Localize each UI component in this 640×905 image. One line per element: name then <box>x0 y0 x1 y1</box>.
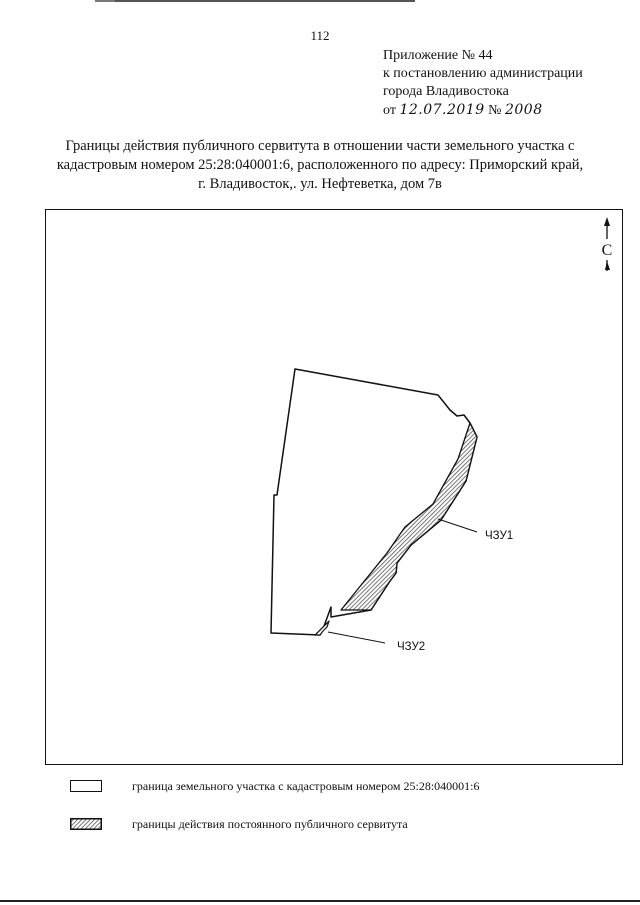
legend-item-parcel <box>70 780 590 800</box>
north-label: С <box>601 242 613 259</box>
legend-item-easement <box>70 818 590 838</box>
map-canvas <box>45 209 623 765</box>
scan-artifact-top <box>115 0 415 2</box>
date-handwritten: 12.07.2019 <box>399 102 485 118</box>
number-handwritten: 2008 <box>504 102 543 118</box>
easement-area-chzu2 <box>315 621 329 635</box>
appendix-city: города Владивостока <box>383 84 509 99</box>
leader-line-chzu2 <box>328 632 385 643</box>
appendix-date-line <box>383 101 623 120</box>
legend-swatch-outline <box>70 780 102 792</box>
document-title <box>40 137 600 194</box>
legend-text-easement: границы действия постоянного публичного сервитута <box>132 817 408 831</box>
scan-artifact-bottom <box>0 900 640 902</box>
appendix-title: Приложение № 44 <box>383 48 493 63</box>
label-chzu2: ЧЗУ2 <box>397 641 426 653</box>
page-number: 112 <box>310 28 330 43</box>
label-chzu1: ЧЗУ1 <box>485 530 514 542</box>
number-prefix: № <box>488 103 502 118</box>
title-line-1: Границы действия публичного сервитута в отношении части земельного участка с <box>65 138 575 154</box>
appendix-header <box>383 47 623 120</box>
legend-text-parcel: граница земельного участка с кадастровым номером 25:28:040001:6 <box>132 779 480 793</box>
easement-area-chzu1 <box>341 423 477 610</box>
appendix-subtitle: к постановлению администрации <box>383 66 583 81</box>
legend-swatch-hatched <box>70 818 102 830</box>
date-prefix: от <box>383 103 396 118</box>
title-line-3: г. Владивосток,. ул. Нефтеветка, дом 7в <box>198 176 442 192</box>
title-line-2: кадастровым номером 25:28:040001:6, расположенного по адресу: Приморский край, <box>56 157 584 173</box>
leader-line-chzu1 <box>438 519 477 532</box>
